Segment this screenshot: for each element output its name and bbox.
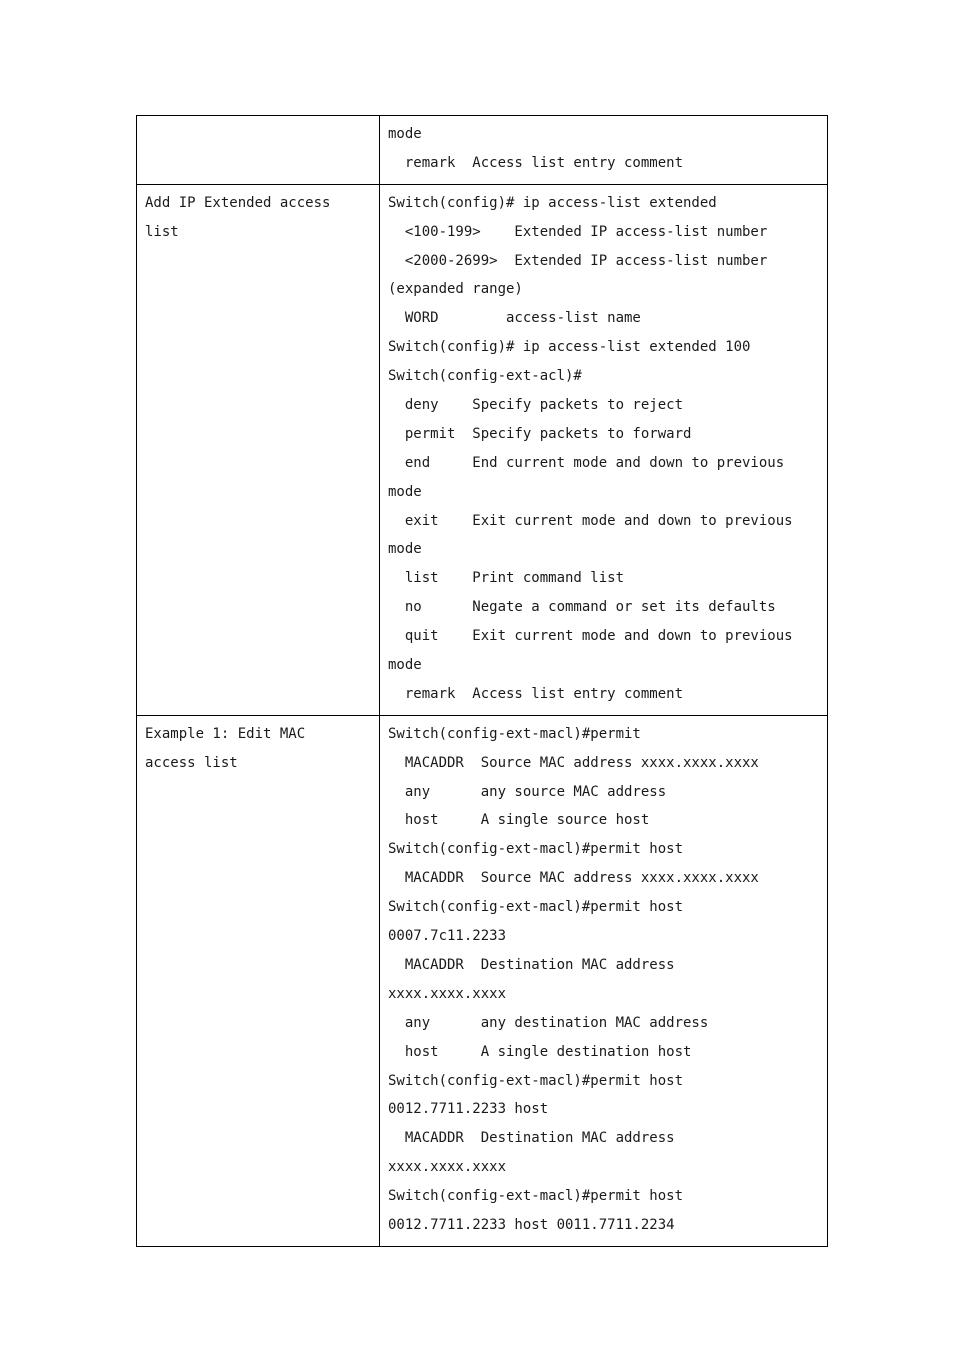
table-row [137, 184, 828, 715]
command-line: MACADDR Source MAC address xxxx.xxxx.xxxx [388, 754, 759, 771]
command-line: <2000-2699> Extended IP access-list number [388, 252, 768, 269]
command-line: exit Exit current mode and down to previous [388, 512, 793, 529]
command-line: any any destination MAC address [388, 1014, 709, 1031]
command-line: Switch(config-ext-acl)# [388, 368, 582, 385]
command-line: mode [388, 657, 422, 674]
command-line: 0012.7711.2233 host [388, 1101, 549, 1118]
command-line: 0012.7711.2233 host 0011.7711.2234 [388, 1216, 675, 1233]
command-line: MACADDR Source MAC address xxxx.xxxx.xxxx [388, 870, 759, 887]
task-label-line: access list [145, 754, 238, 771]
command-line: Switch(config-ext-macl)#permit host [388, 1188, 684, 1205]
command-table-body [137, 116, 828, 1247]
command-line: Switch(config-ext-macl)#permit host [388, 841, 684, 858]
command-line: Switch(config)# ip access-list extended [388, 194, 717, 211]
task-label-cell [137, 715, 380, 1246]
command-line: mode [388, 483, 422, 500]
command-line: Switch(config-ext-macl)#permit host [388, 899, 684, 916]
command-line: any any source MAC address [388, 783, 667, 800]
command-line: list Print command list [388, 570, 625, 587]
command-line: Switch(config)# ip access-list extended 100 [388, 339, 751, 356]
task-label-line: Add IP Extended access [145, 194, 331, 211]
command-line: (expanded range) [388, 281, 523, 298]
task-label-cell [137, 116, 380, 185]
command-output-cell [380, 116, 828, 185]
task-label-cell [137, 184, 380, 715]
command-output-cell [380, 715, 828, 1246]
command-line: host A single destination host [388, 1043, 692, 1060]
command-line: quit Exit current mode and down to previous [388, 628, 793, 645]
command-line: remark Access list entry comment [388, 154, 684, 171]
command-line: no Negate a command or set its defaults [388, 599, 776, 616]
command-line: 0007.7c11.2233 [388, 928, 507, 945]
command-line: WORD access-list name [388, 310, 641, 327]
command-line: host A single source host [388, 812, 650, 829]
table-row [137, 116, 828, 185]
table-row [137, 715, 828, 1246]
command-line: MACADDR Destination MAC address [388, 956, 675, 973]
command-line: remark Access list entry comment [388, 685, 684, 702]
command-line: deny Specify packets to reject [388, 397, 684, 414]
command-line: mode [388, 541, 422, 558]
command-output-cell [380, 184, 828, 715]
command-line: mode [388, 126, 422, 142]
task-label-line: Example 1: Edit MAC [145, 725, 306, 742]
command-line: Switch(config-ext-macl)#permit host [388, 1072, 684, 1089]
command-line: xxxx.xxxx.xxxx [388, 985, 507, 1002]
command-line: MACADDR Destination MAC address [388, 1130, 675, 1147]
command-line: permit Specify packets to forward [388, 425, 692, 442]
command-line: end End current mode and down to previous [388, 454, 785, 471]
command-table [136, 115, 828, 1247]
command-line: Switch(config-ext-macl)#permit [388, 725, 641, 742]
command-line: xxxx.xxxx.xxxx [388, 1159, 507, 1176]
task-label-line: list [145, 223, 179, 240]
command-line: <100-199> Extended IP access-list number [388, 223, 768, 240]
